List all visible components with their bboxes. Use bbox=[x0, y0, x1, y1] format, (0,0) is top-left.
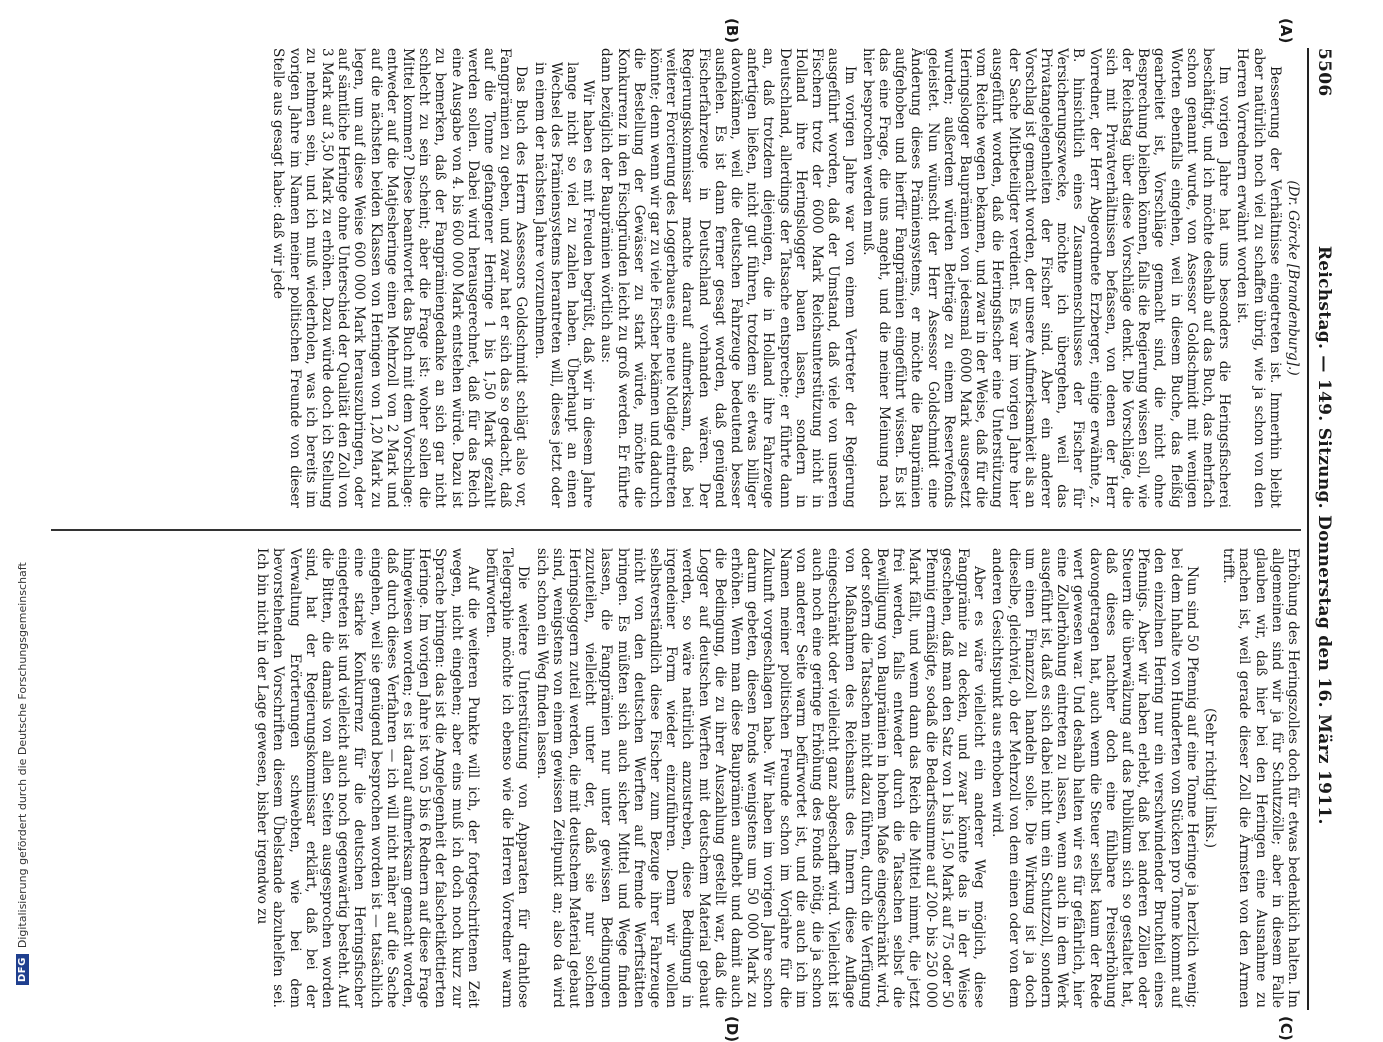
page-header bbox=[1311, 48, 1337, 1010]
margin-mark-d: (D) bbox=[723, 1016, 741, 1042]
quotation: Wir haben es mit Freuden begrüßt, daß wir in diesem Jahre lange nicht so viel zu zahlen haben. Überhaupt an einen Wechsel des Prämiensystems herantreten will, dieses jetzt oder in einem der nächsten Jahre vorzunehmen. bbox=[531, 62, 597, 508]
paragraph: Nun sind 50 Pfennig auf eine Tonne Heringe ja herzlich wenig; bei dem Inhalte von Hunderten von Stücken pro Tonne kommt auf den einzelnen Hering nur ein verschwindender Bruchteil eines Pfennigs. Aber wir haben erlebt, daß bei anderen Zöllen oder Steuern die überwälzung auf das Publikum sich so gestaltet hat, daß dieses nachher doch eine fühlbare Preiserhöhung davongetragen hat, auch wenn die Steuer selbst kaum der Rede wert gewesen war. Und deshalb halten wir es für gefährlich, hier eine Zollerhöhung eintreten zu lassen, wenn auch in dem Werk ausgeführt ist, daß es sich dabei nicht um ein Schutzzoll, sondern um einen Finanzzoll handeln solle. Die Wirkung ist ja doch dieselbe, gleichviel, ob der Mehrzoll von dem einen oder von dem anderen Gesichtspunkt aus erhoben wird. bbox=[989, 548, 1200, 1008]
paragraph: Auf die weiteren Punkte will ich, der fortgeschrittenen Zeit wegen, nicht eingehen; aber eins muß ich doch noch kurz zur Sprache bringen: das ist die Angelegenheit der falschetikettierten Heringe. Im vorigen Jahre ist von 5 bis 6 Rednern auf diese Frage hingewiesen worden; es ist darauf aufmerksam gemacht worden, daß durch dieses Verfahren — ich will nicht näher auf die Sache eingehen, weil sie genügend besprochen worden ist — tatsächlich eine starke Konkurrenz für die deutschen Heringsfischer eingetreten ist und vielleicht auch noch gegenwärtig besteht. Auf die Bitten, die damals von allen Seiten ausgesprochen worden sind, hat der Regierungskommissar erklärt, daß bei der Verwaltung Erörterungen schwebten, wie bei dem bevorstehenden Vorschriften diesem Übelstande abzuhelfen sei. Ich bin nicht in der Lage gewesen, bisher irgendwo zu bbox=[254, 548, 481, 1008]
header-rule bbox=[1307, 48, 1309, 1010]
paragraph: Im vorigen Jahre hat uns besonders die Heringsfischerei beschäftigt, und ich möchte deshalb auf das Buch, das mehrfach schon genannt wurde, von Assessor Goldschmidt mit wenigen Worten ebenfalls eingehen, weil in diesem Buche, das fleißig gearbeitet ist, Vorschläge gemacht sind, die nicht ohne Besprechung bleiben können, falls die Regierung wissen soll, wie der Reichstag über diese Vorschläge denkt. Die Vorschläge, die sich mit Privatverhältnissen befassen, von denen der Herr Vorredner, der Herr Abgeordnete Erzberger, einige erwähnte, z. B. hinsichtlich eines Zusammenschlusses der Fischer für Versicherungszwecke, möchte ich übergehen, weil das Privatangelegenheiten der Fischer sind. Aber ein anderer Vorschlag ist gemacht worden, der unsere Aufmerksamkeit als an der Sache Mitbeteiligter verdient. Es war im vorigen Jahre hier ausgeführt worden, daß die Heringsfischer eine Unterstützung vom Reiche wegen bekamen, und zwar in der Weise, daß für die Heringslogger Bauprämien von jedesmal 6000 Mark ausgesetzt wurden; außerdem würden Beiträge zu einem Reservefonds geleistet. Nun wünscht der Herr Assessor Goldschmidt eine Änderung dieses Prämiensystems, er möchte die Bauprämien aufgehoben und hierfür Fangprämien eingeführt wissen. Es ist das eine Frage, die uns angeht, und die meiner Meinung nach hier besprochen werden muß. bbox=[859, 48, 1233, 508]
paragraph: Aber es wäre vielleicht ein anderer Weg möglich, diese Fangprämie zu decken, und zwar könnte das in der Weise geschehen, daß man den Satz von 1 bis 1,50 Mark auf 75 oder 50 Pfennig ermäßigte, sodaß die Bedarfssumme auf 200- bis 250 000 Mark fällt, und wenn dann das Reich die Mittel nimmt, die jetzt frei werden, falls entweder durch die Tatsachen selbst die Bewilligung von Bauprämien in hohem Maße eingeschränkt wird, oder sofern die Tatsachen nicht dazu führen, durch die Verfügung von Maßnahmen des Reichsamts des Innern diese Auflage eingeschränkt oder vielleicht ganz abgeschafft wird. Vielleicht ist auch noch eine geringe Erhöhung des Fonds nötig, die ja schon von anderer Seite warm befürwortet ist, und die auch ich im Namen meiner politischen Freunde schon im Vorjahre für die Zukunft vorgeschlagen habe. Wir haben im vorigen Jahre schon darum gebeten, diesen Fonds wenigstens um 50 000 Mark zu erhöhen. Wenn man diese Bauprämien aufhebt und damit auch die Bedingung, die zu ihrer Auszahlung gestellt war, daß die Logger auf deutschen Werften mit deutschem Material gebaut werden, so wäre natürlich anzustreben, diese Bedingung in irgendeiner Form wieder einzuführen. Denn wir wollen selbstverständlich diese Fischer zum Bezuge ihrer Fahrzeuge nicht von den deutschen Werften auf fremde Werftstätten bringen. Es müßten sich auch sicher Mittel und Wege finden lassen, die Fangprämien nur unter gewissen Bedingungen zuzuteilen, vielleicht unter der, daß sie nur solchen Heringsloggern zuteil werden, die mit deutschem Material gebaut sind, wenigstens von einem gewissen Zeitpunkt an; also da wird sich schon ein Weg finden lassen. bbox=[533, 548, 988, 1008]
watermark-text: Digitalisierung gefördert durch die Deutsche Forschungsgemeinschaft bbox=[16, 562, 29, 949]
page-number: 5506 bbox=[1314, 48, 1334, 97]
page-title: Reichstag. — 149. Sitzung. Donnerstag den 16. März 1911. bbox=[1314, 245, 1334, 825]
paragraph: Erhöhung des Heringszolles doch für etwas bedenklich halten. Im allgemeinen sind wir ja für Schutzzölle; aber in diesem Falle glauben wir, daß hier bei den Heringen eine Ausnahme zu machen ist, weil gerade dieser Zoll die Ärmsten von den Armen trifft. bbox=[1220, 548, 1301, 1008]
column-divider bbox=[51, 529, 1301, 531]
dfg-logo: DFG bbox=[16, 954, 29, 985]
margin-mark-b: (B) bbox=[723, 18, 741, 44]
digitization-watermark bbox=[16, 562, 29, 985]
paragraph: Besserung der Verhältnisse eingetreten ist. Immerhin bleibt aber natürlich noch viel zu schaffen übrig, wie ja schon von den Herren Vorrednern erwähnt worden ist. bbox=[1234, 48, 1283, 508]
interjection: (Sehr richtig! links.) bbox=[1201, 707, 1218, 849]
paragraph: Die weitere Unterstützung von Apparaten für drahtlose Telegraphie möchte ich ebenso wie die Herren Vorredner warm befürworten. bbox=[483, 548, 532, 1008]
paragraph: Das Buch des Herrn Assessors Goldschmidt schlägt also vor, Fangprämien zu geben, und zwar hat er sich das so gedacht, daß auf die Tonne gefangener Heringe 1 bis 1,50 Mark gezahlt werden sollen. Dabei wird herausgerechnet, daß für das Reich eine Ausgabe von 4. bis 600 000 Mark entstehen würde. Dazu ist zu bemerken, daß der Fangprämiengedanke an sich gar nicht schlecht zu sein scheint; aber die Frage ist: woher sollen die Mittel kommen? Diese beantwortet das Buch mit dem Vorschlage: entweder auf die Matjesheringe einen Mehrzoll von 2 Mark und auf die nächsten beiden Klassen von Heringen von 1,20 Mark zu legen, um auf diese Weise 600 000 Mark herauszubringen, oder auf sämtliche Heringe ohne Unterschied der Qualität den Zoll von 3 Mark auf 3,50 Mark zu erhöhen. Dazu würde doch ich Stellung zu nehmen sein, und ich muß wiederholen, was ich bereits im vorigen Jahre im Namen meiner politischen Freunde von dieser Stelle aus gesagt habe: daß wir jede bbox=[270, 48, 530, 508]
paragraph: Im vorigen Jahre war von einem Vertreter der Regierung ausgeführt worden, daß der Umstand, daß viele von unseren Fischern trotz der 6000 Mark Reichsunterstützung nicht in Holland ihre Heringslogger bauen lassen, sondern in Deutschland, allerdings der Tatsache entspreche; er führte dann an, daß trotzdem diejenigen, die in Holland ihre Fahrzeuge anfertigen ließen, nicht gut führen, trotzdem sie etwas billiger davonkämen, weil die deutschen Fahrzeuge bedeutend besser ausfielen. Es ist dann ferner gesagt worden, daß genügend Fischerfahrzeuge in Deutschland vorhanden wären. Der Regierungskommissar machte darauf aufmerksam, daß bei weiterer Forcierung des Loggerbaues eine neue Notlage eintreten könnte; denn wenn wir gar zu viele Fischer bekämen und dadurch die Bestellung der Gewässer zu stark würde, möchte die Konkurrenz in den Fischgründen leicht zu groß werden. Er führte dann bezüglich der Bauprämien wörtlich aus: bbox=[598, 48, 858, 508]
margin-mark-a: (A) bbox=[1277, 18, 1295, 44]
right-column bbox=[51, 548, 1301, 1008]
margin-mark-c: (C) bbox=[1277, 1016, 1295, 1041]
rotated-page bbox=[47, 18, 1337, 1042]
speaker-label: (Dr. Görcke [Brandenburg].) bbox=[1285, 180, 1301, 376]
left-column bbox=[51, 48, 1301, 508]
